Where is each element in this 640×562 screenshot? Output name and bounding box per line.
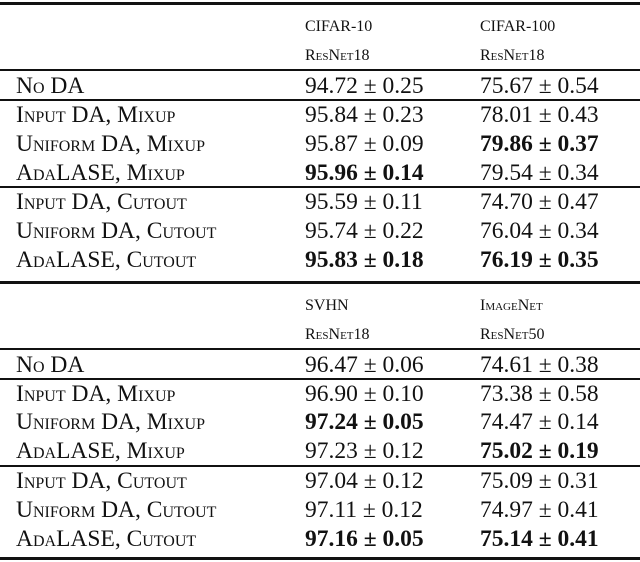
result-cell: 97.24 ± 0.05 [305,409,424,435]
model-header: ResNet18 [305,47,370,64]
table-row [0,351,640,380]
method-label: Uniform DA, Mixup [16,131,206,157]
table-row [0,72,640,101]
method-label: AdaLASE, Cutout [16,247,197,273]
result-cell: 97.04 ± 0.12 [305,468,424,494]
table-rule [0,281,640,284]
dataset-header: CIFAR-10 [305,18,373,35]
table-row [0,525,640,554]
table-row [0,246,640,275]
method-label: Input DA, Mixup [16,102,176,128]
header-row-dataset [0,12,640,41]
result-cell: 95.59 ± 0.11 [305,189,423,215]
method-label: Uniform DA, Cutout [16,218,217,244]
result-cell: 76.04 ± 0.34 [480,218,599,244]
result-cell: 95.84 ± 0.23 [305,102,424,128]
model-header: ResNet18 [305,326,370,343]
table-row [0,188,640,217]
method-label: No DA [16,73,85,99]
table-row [0,101,640,130]
table-row [0,159,640,188]
table-row [0,437,640,466]
result-cell: 95.87 ± 0.09 [305,131,424,157]
result-cell: 95.83 ± 0.18 [305,247,424,273]
header-row-model [0,41,640,70]
method-label: Input DA, Cutout [16,189,187,215]
result-cell: 96.47 ± 0.06 [305,352,424,378]
table-row [0,408,640,437]
method-label: AdaLASE, Mixup [16,438,185,464]
method-label: Uniform DA, Cutout [16,497,217,523]
dataset-header: ImageNet [480,297,543,314]
table-row [0,130,640,159]
result-cell: 97.11 ± 0.12 [305,497,423,523]
table-row [0,467,640,496]
method-label: No DA [16,352,85,378]
method-label: Input DA, Mixup [16,381,176,407]
result-cell: 75.09 ± 0.31 [480,468,599,494]
table-rule [0,557,640,560]
result-cell: 76.19 ± 0.35 [480,247,599,273]
result-cell: 79.54 ± 0.34 [480,160,599,186]
method-label: Uniform DA, Mixup [16,409,206,435]
result-cell: 96.90 ± 0.10 [305,381,424,407]
method-label: Input DA, Cutout [16,468,187,494]
table-rule [0,2,640,5]
method-label: AdaLASE, Cutout [16,526,197,552]
result-cell: 75.67 ± 0.54 [480,73,599,99]
result-cell: 75.14 ± 0.41 [480,526,599,552]
result-cell: 95.96 ± 0.14 [305,160,424,186]
result-cell: 74.97 ± 0.41 [480,497,599,523]
result-cell: 97.23 ± 0.12 [305,438,424,464]
header-row-dataset [0,291,640,320]
result-cell: 74.47 ± 0.14 [480,409,599,435]
result-cell: 75.02 ± 0.19 [480,438,599,464]
result-cell: 97.16 ± 0.05 [305,526,424,552]
method-label: AdaLASE, Mixup [16,160,185,186]
model-header: ResNet50 [480,326,545,343]
model-header: ResNet18 [480,47,545,64]
result-cell: 78.01 ± 0.43 [480,102,599,128]
result-cell: 79.86 ± 0.37 [480,131,599,157]
result-cell: 94.72 ± 0.25 [305,73,424,99]
dataset-header: CIFAR-100 [480,18,556,35]
table-row [0,380,640,409]
dataset-header: SVHN [305,297,349,314]
result-cell: 73.38 ± 0.58 [480,381,599,407]
table-row [0,217,640,246]
result-cell: 74.70 ± 0.47 [480,189,599,215]
result-cell: 95.74 ± 0.22 [305,218,424,244]
table-row [0,496,640,525]
header-row-model [0,320,640,349]
result-cell: 74.61 ± 0.38 [480,352,599,378]
